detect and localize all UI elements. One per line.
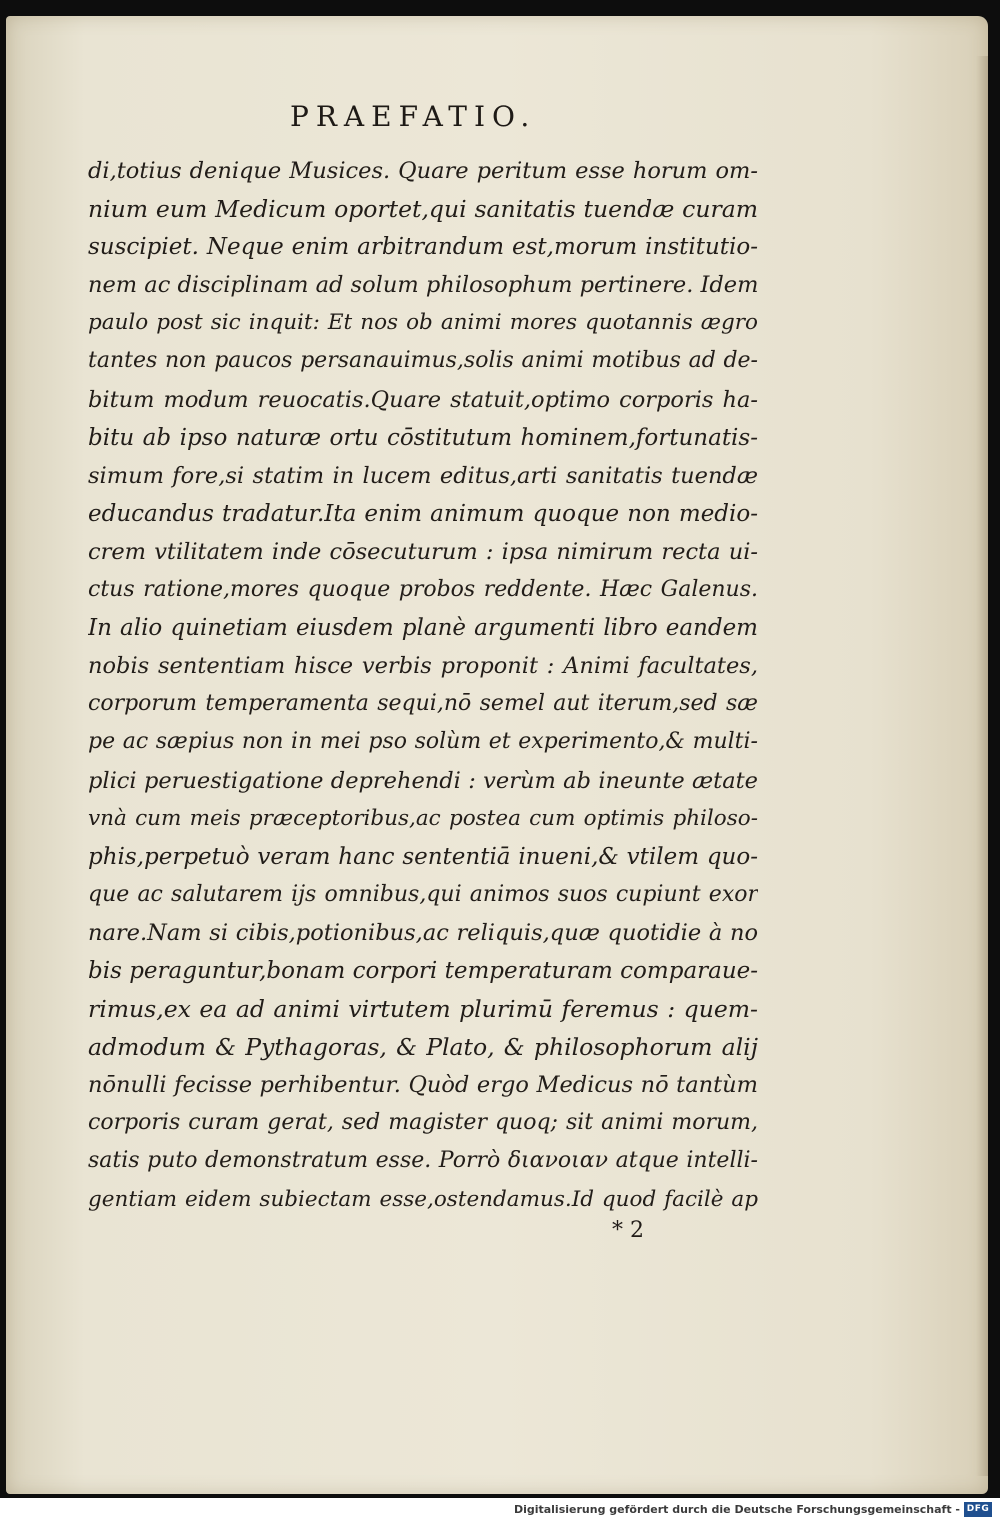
text-line: bitu ab ipso naturæ ortu cōstitutum hominem,fortunatis-: [88, 424, 758, 451]
body-text: [88, 152, 758, 1219]
text-line: corporis curam gerat, sed magister quoq; sit animi morum,: [88, 1110, 758, 1136]
text-line: nobis sententiam hisce verbis proponit : Animi facultates,: [88, 653, 758, 680]
text-line: crem vtilitatem inde cōsecuturum : ipsa nimirum recta ui-: [88, 538, 758, 565]
text-line: simum fore,si statim in lucem editus,arti sanitatis tuendæ: [88, 462, 758, 489]
text-line: In alio quinetiam eiusdem planè argumenti libro eandem: [88, 615, 758, 642]
footer-bar: [0, 1498, 1000, 1523]
text-line: nōnulli fecisse perhibentur. Quòd ergo Medicus nō tantùm: [88, 1072, 758, 1099]
funding-credit: Digitalisierung gefördert durch die Deutsche Forschungsgemeinschaft -: [513, 1503, 960, 1516]
text-line: bitum modum reuocatis.Quare statuit,optimo corporis ha-: [88, 386, 758, 413]
text-line: di,totius denique Musices. Quare peritum esse horum om-: [88, 158, 758, 184]
text-line: nium eum Medicum oportet,qui sanitatis tuendæ curam: [88, 195, 758, 224]
text-line: vnà cum meis præceptoribus,ac postea cum optimis philoso-: [88, 805, 758, 831]
text-line: phis,perpetuò veram hanc sententiā inueni,& vtilem quo-: [88, 843, 758, 870]
text-line: nem ac disciplinam ad solum philosophum pertinere. Idem: [88, 272, 758, 299]
text-line: tantes non paucos persanauimus,solis animi motibus ad de-: [88, 348, 758, 374]
text-line: suscipiet. Neque enim arbitrandum est,morum institutio-: [88, 234, 758, 261]
text-line: corporum temperamenta sequi,nō semel aut iterum,sed sæ: [88, 691, 758, 717]
text-line: bis peraguntur,bonam corpori temperaturam comparaue-: [88, 957, 758, 984]
text-line: pe ac sæpius non in mei pso solùm et experimento,& multi-: [88, 729, 758, 755]
running-head: PRAEFATIO.: [290, 100, 537, 133]
text-line: admodum & Pythagoras, & Plato, & philosophorum alij: [88, 1033, 758, 1062]
text-line: paulo post sic inquit: Et nos ob animi mores quotannis ægro: [88, 310, 758, 336]
text-line: nare.Nam si cibis,potionibus,ac reliquis,quæ quotidie à no: [88, 919, 758, 946]
text-line: plici peruestigatione deprehendi : verùm ab ineunte ætate: [88, 767, 758, 794]
page-edge-shadow: [976, 56, 988, 1476]
text-line: educandus tradatur.Ita enim animum quoque non medio-: [88, 500, 758, 527]
text-line: rimus,ex ea ad animi virtutem plurimū feremus : quem-: [88, 995, 758, 1024]
text-line: gentiam eidem subiectam esse,ostendamus.Id quod facilè ap: [88, 1186, 758, 1212]
dfg-logo-icon: DFG: [964, 1502, 992, 1517]
signature-mark: * 2: [612, 1218, 644, 1243]
text-line: ctus ratione,mores quoque probos reddente. Hæc Galenus.: [88, 577, 758, 603]
text-line: satis puto demonstratum esse. Porrò διανοιαν atque intelli-: [88, 1148, 758, 1174]
text-line: que ac salutarem ijs omnibus,qui animos suos cupiunt exor: [88, 881, 758, 907]
